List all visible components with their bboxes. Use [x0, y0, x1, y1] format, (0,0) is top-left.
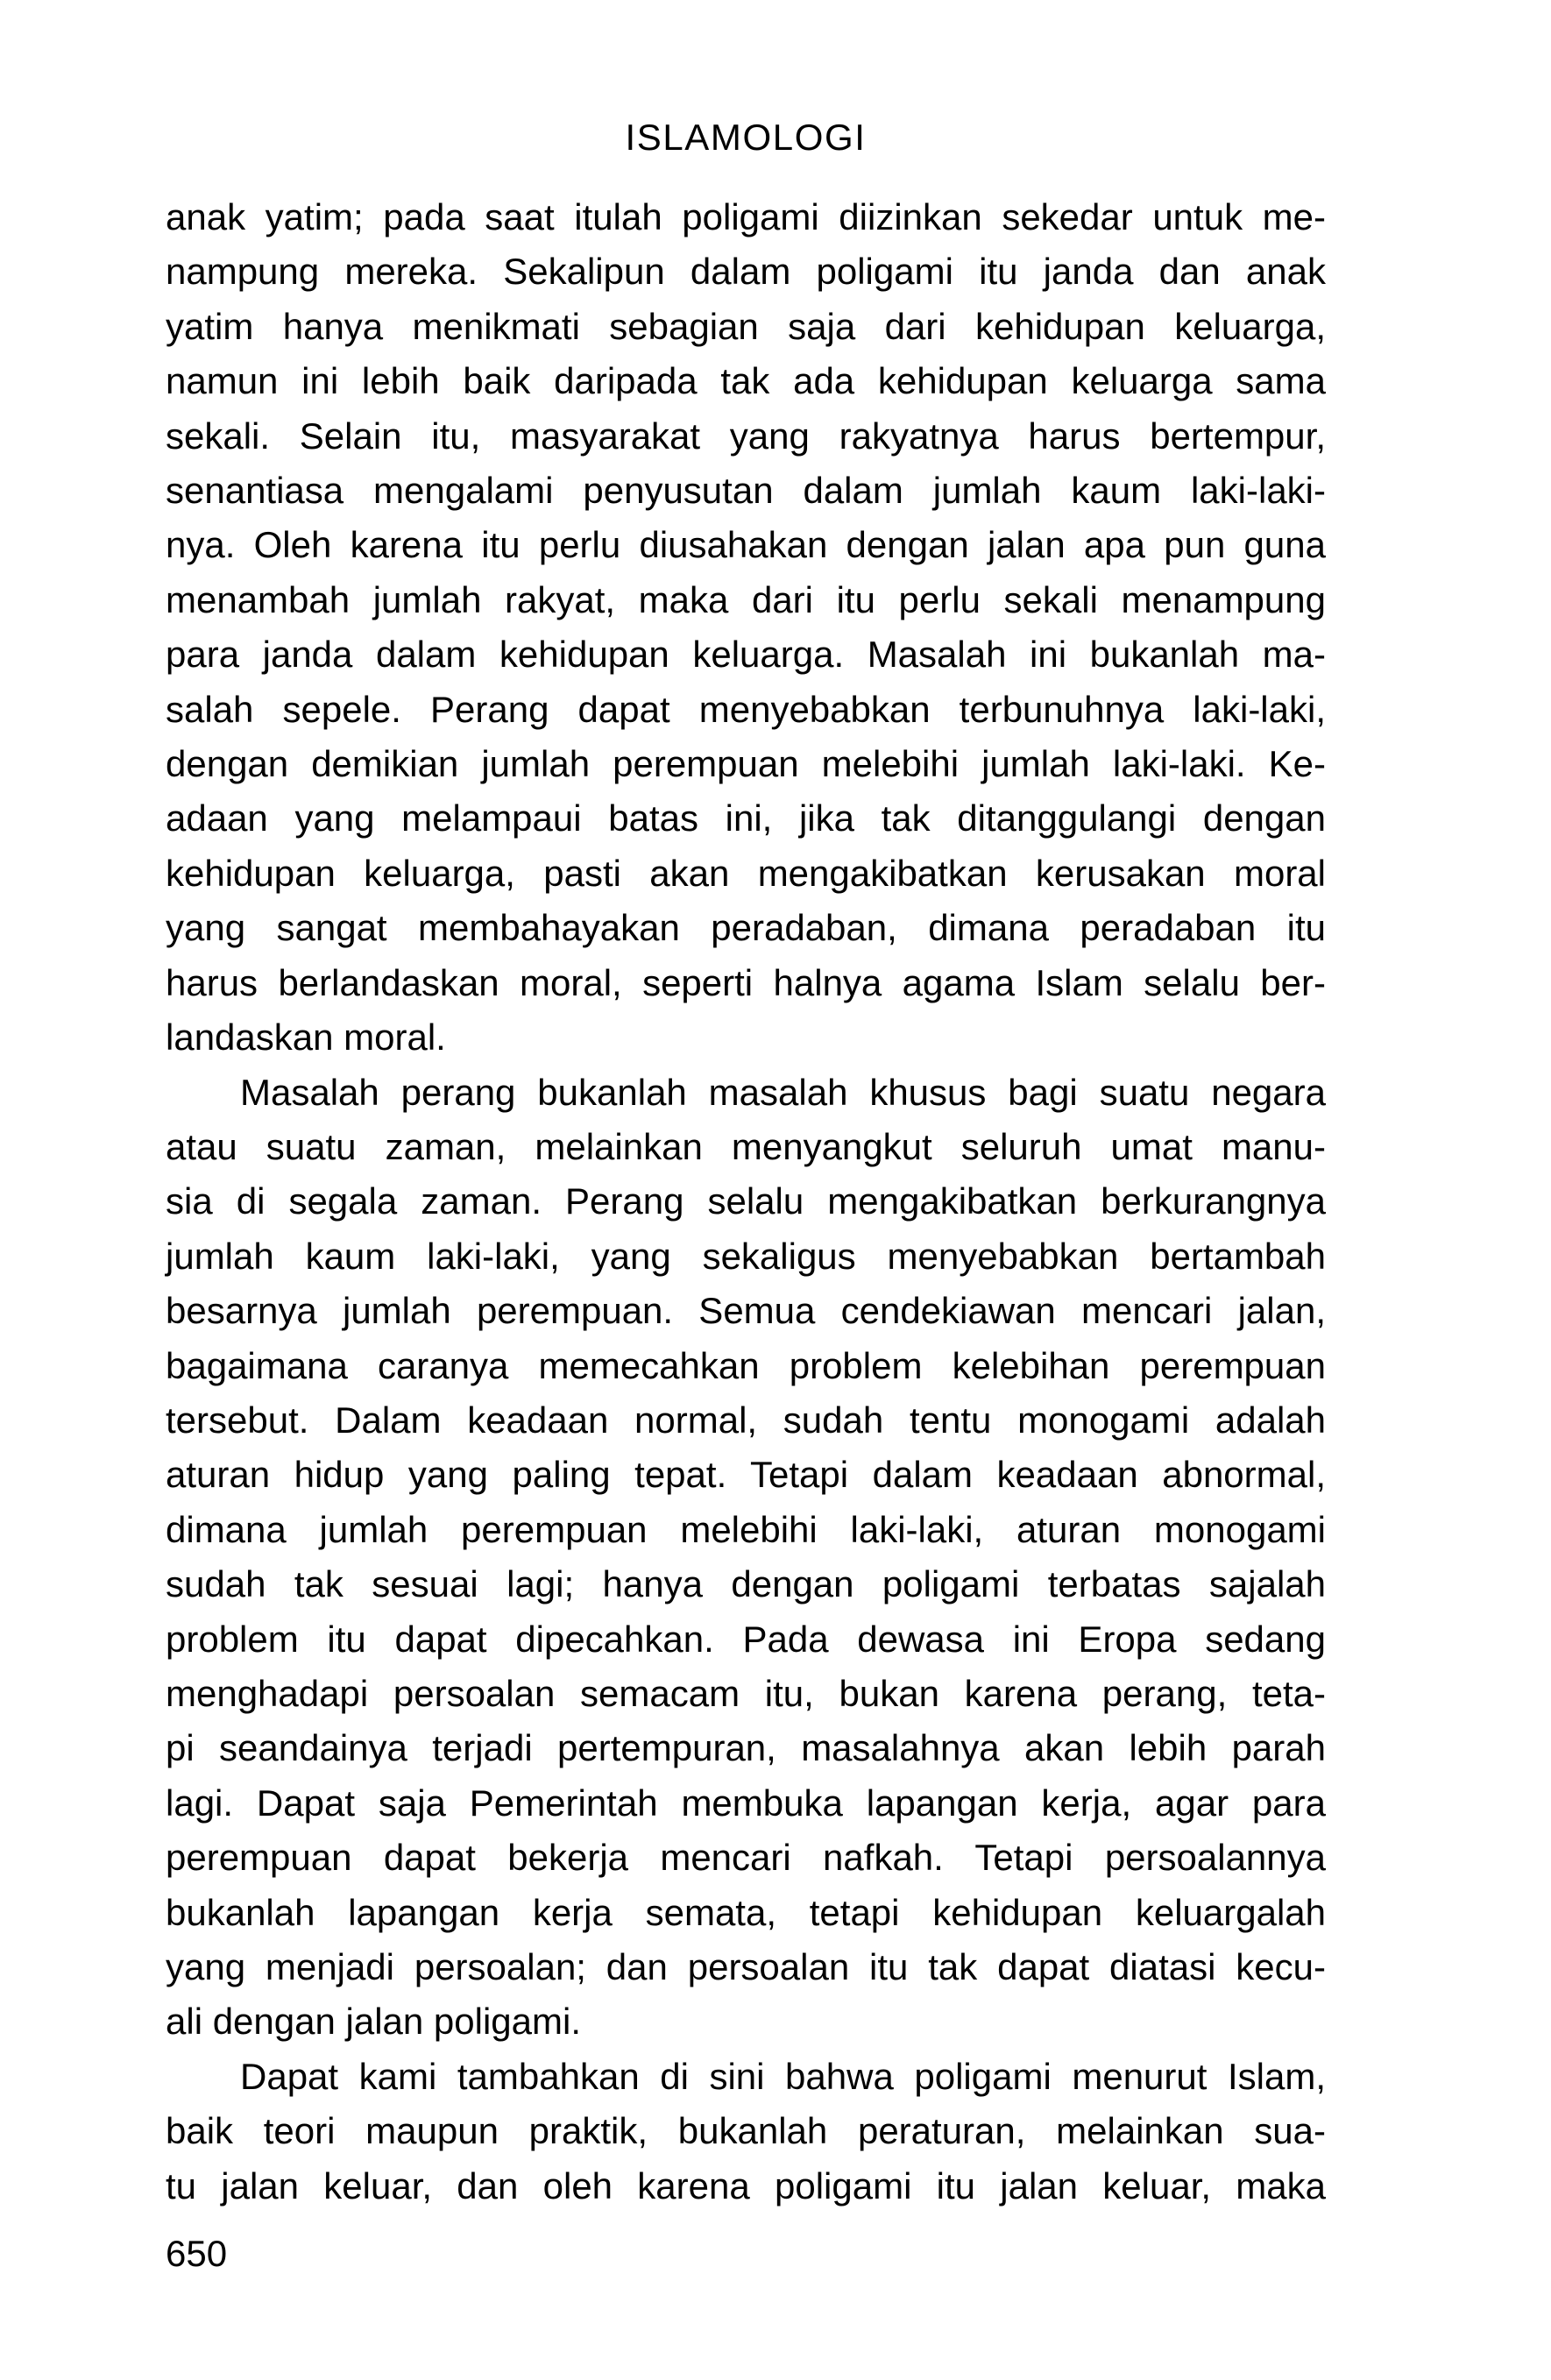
page-body: [166, 190, 1326, 2214]
text-line: nampung mereka. Sekalipun dalam poligami itu janda dan anak: [166, 251, 1326, 293]
paragraph: [166, 190, 1326, 1066]
text-line: landaskan moral.: [166, 1016, 446, 1059]
text-line: yang sangat membahayakan peradaban, dimana peradaban itu: [166, 907, 1326, 949]
paragraph: [166, 1066, 1326, 2050]
text-line: dengan demikian jumlah perempuan melebihi jumlah laki-laki. Ke-: [166, 743, 1326, 785]
text-line: dimana jumlah perempuan melebihi laki-laki, aturan monogami: [166, 1508, 1326, 1550]
text-line: nya. Oleh karena itu perlu diusahakan dengan jalan apa pun guna: [166, 524, 1326, 566]
text-line: Masalah perang bukanlah masalah khusus bagi suatu negara: [240, 1071, 1326, 1113]
text-line: problem itu dapat dipecahkan. Pada dewasa ini Eropa sedang: [166, 1618, 1326, 1660]
text-line: sia di segala zaman. Perang selalu mengakibatkan berkurangnya: [166, 1180, 1326, 1222]
text-line: atau suatu zaman, melainkan menyangkut seluruh umat manu-: [166, 1125, 1326, 1167]
text-line: aturan hidup yang paling tepat. Tetapi dalam keadaan abnormal,: [166, 1454, 1326, 1496]
text-line: anak yatim; pada saat itulah poligami diizinkan sekedar untuk me-: [166, 196, 1326, 237]
text-line: harus berlandaskan moral, seperti halnya agama Islam selalu ber-: [166, 961, 1326, 1003]
paragraph: [166, 2050, 1326, 2214]
text-line: tu jalan keluar, dan oleh karena poligami itu jalan keluar, maka: [166, 2164, 1326, 2206]
text-line: besarnya jumlah perempuan. Semua cendekiawan mencari jalan,: [166, 1290, 1326, 1332]
text-line: kehidupan keluarga, pasti akan mengakibatkan kerusakan moral: [166, 852, 1326, 894]
text-line: sudah tak sesuai lagi; hanya dengan poligami terbatas sajalah: [166, 1563, 1326, 1605]
text-line: Dapat kami tambahkan di sini bahwa poligami menurut Islam,: [240, 2055, 1326, 2097]
text-line: yatim hanya menikmati sebagian saja dari kehidupan keluarga,: [166, 305, 1326, 347]
text-line: jumlah kaum laki-laki, yang sekaligus menyebabkan bertambah: [166, 1235, 1326, 1277]
text-line: yang menjadi persoalan; dan persoalan itu tak dapat diatasi kecu-: [166, 1946, 1326, 1987]
text-line: pi seandainya terjadi pertempuran, masalahnya akan lebih parah: [166, 1727, 1326, 1769]
text-line: perempuan dapat bekerja mencari nafkah. Tetapi persoalannya: [166, 1837, 1326, 1879]
text-line: bukanlah lapangan kerja semata, tetapi kehidupan keluargalah: [166, 1891, 1326, 1933]
text-line: adaan yang melampaui batas ini, jika tak ditanggulangi dengan: [166, 797, 1326, 839]
text-line: ali dengan jalan poligami.: [166, 2001, 581, 2043]
text-line: namun ini lebih baik daripada tak ada kehidupan keluarga sama: [166, 360, 1326, 402]
running-header: ISLAMOLOGI: [625, 117, 867, 158]
text-line: baik teori maupun praktik, bukanlah peraturan, melainkan sua-: [166, 2110, 1326, 2152]
text-line: para janda dalam kehidupan keluarga. Masalah ini bukanlah ma-: [166, 634, 1326, 676]
text-line: lagi. Dapat saja Pemerintah membuka lapangan kerja, agar para: [166, 1781, 1326, 1824]
text-line: menambah jumlah rakyat, maka dari itu perlu sekali menampung: [166, 578, 1326, 620]
text-line: salah sepele. Perang dapat menyebabkan terbunuhnya laki-laki,: [166, 688, 1326, 730]
text-line: bagaimana caranya memecahkan problem kelebihan perempuan: [166, 1344, 1326, 1386]
text-line: menghadapi persoalan semacam itu, bukan karena perang, teta-: [166, 1672, 1326, 1714]
text-line: senantiasa mengalami penyusutan dalam jumlah kaum laki-laki-: [166, 470, 1326, 512]
text-line: tersebut. Dalam keadaan normal, sudah tentu monogami adalah: [166, 1399, 1326, 1441]
page-number: 650: [166, 2233, 228, 2274]
text-line: sekali. Selain itu, masyarakat yang rakyatnya harus bertempur,: [166, 414, 1326, 457]
